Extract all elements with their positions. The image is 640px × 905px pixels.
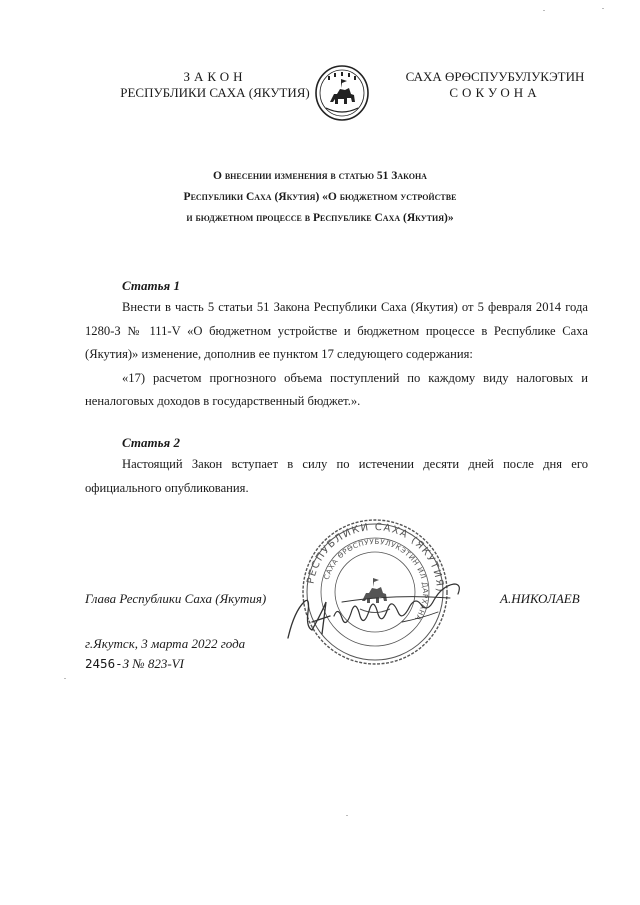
seal-outer-text: РЕСПУБЛИКИ САХА (ЯКУТИЯ) xyxy=(305,521,446,594)
law-title-line3: и бюджетном процессе в Республике Саха (Якутия)» xyxy=(186,212,454,224)
scan-speck xyxy=(543,10,545,11)
scan-speck xyxy=(346,815,348,816)
seal-inner-text: САХА ӨРӨСПУУБУЛУКЭТИН ИЛ ДАРХАНА xyxy=(322,537,430,623)
article-2-paragraph-1: Настоящий Закон вступает в силу по истечении десяти дней после дня его официального опубликования. xyxy=(85,457,588,495)
article-1-heading: Статья 1 xyxy=(122,278,180,293)
registration-number-handwritten: 2456- xyxy=(85,656,123,671)
header-right-line2: СОКУОНА xyxy=(449,85,541,100)
header-left-line2: РЕСПУБЛИКИ САХА (ЯКУТИЯ) xyxy=(120,85,310,100)
scan-speck xyxy=(64,678,66,679)
article-1-paragraph-1: Внести в часть 5 статьи 51 Закона Республики Саха (Якутия) от 5 февраля 2014 года 1280-З № 111-V «О бюджетном устройстве и бюджетном процессе в Республике Саха (Якутия)» изменение, дополнив ее пунктом 17 следующего содержания: xyxy=(85,300,588,361)
registration-number-printed: З № 823-VI xyxy=(122,656,184,671)
article-2-heading: Статья 2 xyxy=(122,435,180,450)
registration-number xyxy=(85,656,184,672)
signatory-role: Глава Республики Саха (Якутия) xyxy=(85,591,267,606)
signatory-name: А.НИКОЛАЕВ xyxy=(500,591,580,606)
coat-of-arms-emblem-icon xyxy=(314,64,370,122)
place-and-date: г.Якутск, 3 марта 2022 года xyxy=(85,636,246,651)
header-right-line1: САХА ӨРӨСПУУБУЛУКЭТИН xyxy=(405,69,585,84)
law-title-line1: О внесении изменения в статью 51 Закона xyxy=(213,170,427,182)
handwritten-signature xyxy=(282,572,472,647)
header-left-line1: ЗАКОН xyxy=(183,69,247,84)
article-1-body xyxy=(85,296,588,414)
scan-speck xyxy=(602,8,604,9)
header-left xyxy=(90,69,340,101)
article-2-body xyxy=(85,453,588,500)
header-right xyxy=(390,69,600,101)
article-1-paragraph-2: «17) расчетом прогнозного объема поступлений по каждому виду налоговых и неналоговых доходов в государственный бюджет.». xyxy=(85,370,588,408)
law-title-line2: Республики Саха (Якутия) «О бюджетном устройстве xyxy=(183,191,457,203)
law-title xyxy=(100,166,540,229)
